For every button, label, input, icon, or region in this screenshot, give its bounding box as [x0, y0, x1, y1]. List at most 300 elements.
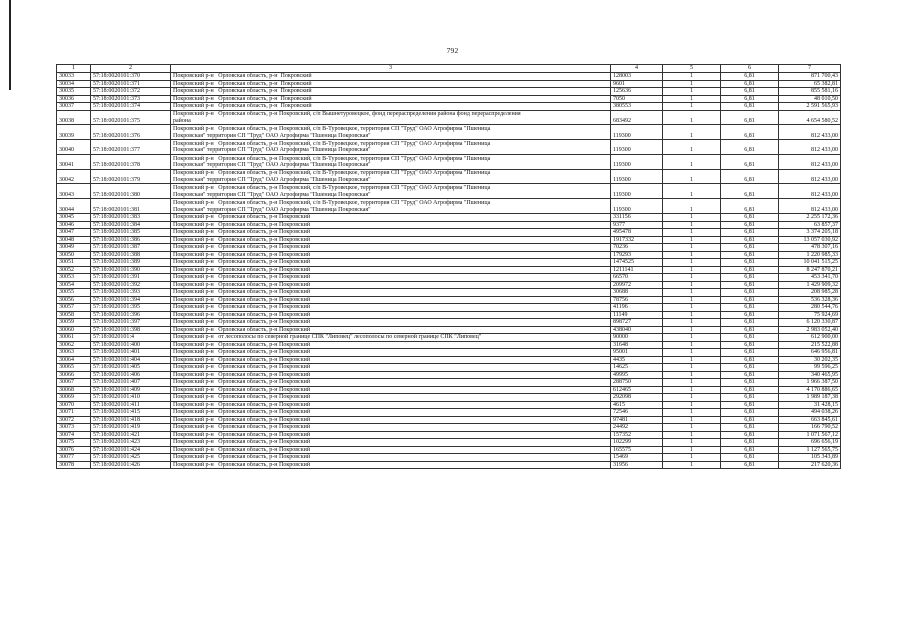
table-row — [57, 88, 841, 96]
location-description-cell — [171, 125, 611, 140]
cadastral-number-cell: 57:18:0020101:424 — [91, 446, 171, 454]
cadastral-value-cell: 1 989 187,38 — [779, 394, 841, 402]
location-description-cell — [171, 88, 611, 96]
area-cell: 14625 — [611, 364, 663, 372]
count-cell: 1 — [663, 386, 721, 394]
cadastral-number-cell: 57:18:0020101:378 — [91, 154, 171, 169]
location-description-text: Покровский р-н Орловская область, р-н Покровский — [173, 341, 311, 348]
location-description-text: Покровский р-н Орловская область, р-н Покровский — [173, 364, 311, 371]
area-cell: 119300 — [611, 154, 663, 169]
left-margin-bar — [9, 0, 11, 90]
location-description-cell — [171, 371, 611, 379]
cadastral-value-cell: 1 220 985,33 — [779, 251, 841, 259]
location-description-text: Покровский р-н Орловская область, р-н Покровский — [173, 439, 311, 446]
cadastral-value-cell: 99 596,25 — [779, 364, 841, 372]
count-cell: 1 — [663, 80, 721, 88]
table-row — [57, 319, 841, 327]
row-number-cell: 30065 — [57, 364, 91, 372]
location-description-cell — [171, 289, 611, 297]
area-cell: 102299 — [611, 439, 663, 447]
count-cell: 1 — [663, 169, 721, 184]
count-cell: 1 — [663, 416, 721, 424]
area-cell: 179293 — [611, 251, 663, 259]
cadastral-number-cell: 57:18:0020101:373 — [91, 95, 171, 103]
row-number-cell: 30058 — [57, 311, 91, 319]
table-row — [57, 274, 841, 282]
location-description-text: Покровский р-н Орловская область, р-н Покровский, с/п Вышнетуровецкое, фонд перераспределения района фонд перераспределения района — [173, 111, 521, 124]
location-description-cell — [171, 431, 611, 439]
cadastral-value-cell: 280 544,76 — [779, 304, 841, 312]
cadastral-number-cell: 57:18:0020101:4 — [91, 334, 171, 342]
rate-cell: 6,81 — [721, 401, 779, 409]
cadastral-value-cell: 217 620,36 — [779, 461, 841, 469]
row-number-cell: 30034 — [57, 80, 91, 88]
row-number-cell: 30066 — [57, 371, 91, 379]
count-cell: 1 — [663, 199, 721, 214]
cadastral-number-cell: 57:18:0020101:370 — [91, 73, 171, 81]
location-description-cell — [171, 80, 611, 88]
location-description-text: Покровский р-н Орловская область, р-н Покровский — [173, 446, 311, 453]
table-row — [57, 125, 841, 140]
count-cell: 1 — [663, 454, 721, 462]
rate-cell: 6,81 — [721, 274, 779, 282]
cadastral-number-cell: 57:18:0020101:409 — [91, 386, 171, 394]
cadastral-value-cell: 2 591 565,93 — [779, 103, 841, 111]
table-row — [57, 80, 841, 88]
row-number-cell: 30077 — [57, 454, 91, 462]
count-cell: 1 — [663, 236, 721, 244]
row-number-cell: 30046 — [57, 221, 91, 229]
area-cell: 95001 — [611, 349, 663, 357]
location-description-cell — [171, 439, 611, 447]
column-number-row — [57, 65, 841, 73]
area-cell: 31648 — [611, 341, 663, 349]
rate-cell: 6,81 — [721, 88, 779, 96]
area-cell: 9377 — [611, 221, 663, 229]
cadastral-value-cell: 812 433,00 — [779, 169, 841, 184]
cadastral-value-cell: 3 374 205,18 — [779, 229, 841, 237]
count-cell: 1 — [663, 334, 721, 342]
row-number-cell: 30069 — [57, 394, 91, 402]
count-cell: 1 — [663, 125, 721, 140]
location-description-cell — [171, 236, 611, 244]
location-description-cell — [171, 110, 611, 125]
area-cell: 72546 — [611, 409, 663, 417]
row-number-cell: 30063 — [57, 349, 91, 357]
location-description-cell — [171, 386, 611, 394]
rate-cell: 6,81 — [721, 140, 779, 155]
table-row — [57, 103, 841, 111]
location-description-text: Покровский р-н Орловская область, р-н Покровский — [173, 431, 311, 438]
cadastral-value-cell: 812 433,00 — [779, 199, 841, 214]
location-description-cell — [171, 214, 611, 222]
column-header: 7 — [779, 65, 841, 73]
table-row — [57, 281, 841, 289]
row-number-cell: 30047 — [57, 229, 91, 237]
rate-cell: 6,81 — [721, 349, 779, 357]
table-row — [57, 439, 841, 447]
area-cell: 78756 — [611, 296, 663, 304]
cadastral-number-cell: 57:18:0020101:387 — [91, 244, 171, 252]
location-description-text: Покровский р-н Орловская область, р-н Покровский — [173, 454, 311, 461]
location-description-cell — [171, 140, 611, 155]
count-cell: 1 — [663, 446, 721, 454]
row-number-cell: 30053 — [57, 274, 91, 282]
rate-cell: 6,81 — [721, 125, 779, 140]
table-row — [57, 95, 841, 103]
location-description-cell — [171, 364, 611, 372]
table-row — [57, 221, 841, 229]
location-description-cell — [171, 229, 611, 237]
rate-cell: 6,81 — [721, 169, 779, 184]
cadastral-value-cell: 4 654 580,52 — [779, 110, 841, 125]
count-cell: 1 — [663, 409, 721, 417]
rate-cell: 6,81 — [721, 95, 779, 103]
area-cell: 288750 — [611, 379, 663, 387]
rate-cell: 6,81 — [721, 103, 779, 111]
column-header: 6 — [721, 65, 779, 73]
area-cell: 125636 — [611, 88, 663, 96]
cadastral-number-cell: 57:18:0020101:405 — [91, 364, 171, 372]
cadastral-number-cell: 57:18:0020101:394 — [91, 296, 171, 304]
rate-cell: 6,81 — [721, 244, 779, 252]
location-description-text: Покровский р-н Орловская область, р-н Покровский — [173, 296, 311, 303]
row-number-cell: 30078 — [57, 461, 91, 469]
rate-cell: 6,81 — [721, 259, 779, 267]
location-description-cell — [171, 326, 611, 334]
location-description-text: Покровский р-н Орловская область, р-н Покровский — [173, 401, 311, 408]
cadastral-number-cell: 57:18:0020101:426 — [91, 461, 171, 469]
location-description-cell — [171, 311, 611, 319]
count-cell: 1 — [663, 110, 721, 125]
count-cell: 1 — [663, 251, 721, 259]
location-description-text: Покровский р-н Орловская область, р-н Покровский — [173, 229, 311, 236]
count-cell: 1 — [663, 326, 721, 334]
location-description-text: Покровский р-н Орловская область, р-н Покровский — [173, 221, 311, 228]
location-description-cell — [171, 341, 611, 349]
table-row — [57, 296, 841, 304]
area-cell: 90000 — [611, 334, 663, 342]
cadastral-value-cell: 2 255 172,36 — [779, 214, 841, 222]
cadastral-number-cell: 57:18:0020101:377 — [91, 140, 171, 155]
location-description-text: Покровский р-н Орловская область, р-н Покровский — [173, 80, 312, 87]
row-number-cell: 30041 — [57, 154, 91, 169]
cadastral-number-cell: 57:18:0020101:400 — [91, 341, 171, 349]
area-cell: 4615 — [611, 401, 663, 409]
location-description-text: Покровский р-н Орловская область, р-н Покровский — [173, 371, 311, 378]
area-cell: 438040 — [611, 326, 663, 334]
cadastral-value-cell: 215 522,88 — [779, 341, 841, 349]
rate-cell: 6,81 — [721, 184, 779, 199]
table-row — [57, 304, 841, 312]
area-cell: 24492 — [611, 424, 663, 432]
row-number-cell: 30070 — [57, 401, 91, 409]
page-number: 792 — [446, 46, 459, 55]
area-cell: 7050 — [611, 95, 663, 103]
cadastral-value-cell: 10 041 515,25 — [779, 259, 841, 267]
cadastral-number-cell: 57:18:0020101:401 — [91, 349, 171, 357]
location-description-text: Покровский р-н Орловская область, р-н Покровский — [173, 214, 311, 221]
location-description-cell — [171, 454, 611, 462]
location-description-cell — [171, 103, 611, 111]
row-number-cell: 30056 — [57, 296, 91, 304]
cadastral-number-cell: 57:18:0020101:397 — [91, 319, 171, 327]
cadastral-value-cell: 30 202,35 — [779, 356, 841, 364]
cadastral-value-cell: 812 433,00 — [779, 154, 841, 169]
cadastral-value-cell: 494 038,26 — [779, 409, 841, 417]
rate-cell: 6,81 — [721, 229, 779, 237]
count-cell: 1 — [663, 319, 721, 327]
location-description-text: Покровский р-н Орловская область, р-н Покровский, с/п В-Туровецкое, территория СП "Труд" ОАО Агрофирма "Пшеница Покровская" территория СП "Труд" ОАО Агрофирма "Пшеница Покровская" — [173, 126, 491, 139]
table-row — [57, 409, 841, 417]
location-description-cell — [171, 95, 611, 103]
rate-cell: 6,81 — [721, 326, 779, 334]
rate-cell: 6,81 — [721, 371, 779, 379]
cadastral-number-cell: 57:18:0020101:375 — [91, 110, 171, 125]
location-description-cell — [171, 169, 611, 184]
cadastral-number-cell: 57:18:0020101:379 — [91, 169, 171, 184]
rate-cell: 6,81 — [721, 281, 779, 289]
area-cell: 119300 — [611, 199, 663, 214]
location-description-text: Покровский р-н Орловская область, р-н Покровский, с/п В-Туровецкое, территория СП "Труд" ОАО Агрофирма "Пшеница Покровская" территория СП "Труд" ОАО Агрофирма "Пшеница Покровская" — [173, 155, 491, 169]
rate-cell: 6,81 — [721, 386, 779, 394]
location-description-text: Покровский р-н Орловская область, р-н Покровский — [173, 386, 311, 393]
table-row — [57, 199, 841, 214]
area-cell: 30688 — [611, 289, 663, 297]
area-cell: 66570 — [611, 274, 663, 282]
location-description-text: Покровский р-н Орловская область, р-н Покровский, с/п В-Туровецкое, территория СП "Труд" ОАО Агрофирма "Пшеница Покровская" территория СП "Труд" ОАО Агрофирма "Пшеница Покровская" — [173, 200, 491, 213]
area-cell: 97481 — [611, 416, 663, 424]
count-cell: 1 — [663, 311, 721, 319]
cadastral-number-cell: 57:18:0020101:388 — [91, 251, 171, 259]
table-row — [57, 394, 841, 402]
location-description-cell — [171, 251, 611, 259]
location-description-text: Покровский р-н Орловская область, р-н Покровский — [173, 259, 311, 266]
location-description-text: Покровский р-н Орловская область, р-н Покровский — [173, 95, 312, 102]
cadastral-value-cell: 6 120 330,87 — [779, 319, 841, 327]
table-row — [57, 251, 841, 259]
area-cell: 1211141 — [611, 266, 663, 274]
rate-cell: 6,81 — [721, 461, 779, 469]
rate-cell: 6,81 — [721, 431, 779, 439]
location-description-cell — [171, 356, 611, 364]
column-header: 2 — [91, 65, 171, 73]
area-cell: 119300 — [611, 140, 663, 155]
count-cell: 1 — [663, 229, 721, 237]
rate-cell: 6,81 — [721, 214, 779, 222]
location-description-cell — [171, 394, 611, 402]
count-cell: 1 — [663, 95, 721, 103]
rate-cell: 6,81 — [721, 296, 779, 304]
count-cell: 1 — [663, 259, 721, 267]
column-header: 4 — [611, 65, 663, 73]
table-row — [57, 461, 841, 469]
row-number-cell: 30057 — [57, 304, 91, 312]
cadastral-value-cell: 453 341,70 — [779, 274, 841, 282]
location-description-text: Покровский р-н Орловская область, р-н Покровский — [173, 251, 311, 258]
count-cell: 1 — [663, 103, 721, 111]
location-description-cell — [171, 461, 611, 469]
table-row — [57, 334, 841, 342]
area-cell: 9601 — [611, 80, 663, 88]
count-cell: 1 — [663, 439, 721, 447]
location-description-text: Покровский р-н Орловская область, р-н Покровский — [173, 424, 311, 431]
cadastral-value-cell: 812 433,00 — [779, 184, 841, 199]
table-row — [57, 266, 841, 274]
cadastral-value-cell: 663 845,61 — [779, 416, 841, 424]
rate-cell: 6,81 — [721, 334, 779, 342]
location-description-text: Покровский р-н Орловская область, р-н Покровский — [173, 394, 311, 401]
cadastral-value-cell: 696 656,19 — [779, 439, 841, 447]
cadastral-number-cell: 57:18:0020101:398 — [91, 326, 171, 334]
location-description-text: Покровский р-н Орловская область, р-н Покровский — [173, 311, 311, 318]
location-description-cell — [171, 296, 611, 304]
cadastral-value-cell: 63 857,37 — [779, 221, 841, 229]
location-description-cell — [171, 424, 611, 432]
location-description-text: Покровский р-н Орловская область, р-н Покровский — [173, 326, 311, 333]
count-cell: 1 — [663, 304, 721, 312]
row-number-cell: 30073 — [57, 424, 91, 432]
row-number-cell: 30044 — [57, 199, 91, 214]
location-description-cell — [171, 244, 611, 252]
row-number-cell: 30072 — [57, 416, 91, 424]
rate-cell: 6,81 — [721, 439, 779, 447]
cadastral-number-cell: 57:18:0020101:419 — [91, 424, 171, 432]
column-header: 3 — [171, 65, 611, 73]
location-description-text: Покровский р-н Орловская область, р-н Покровский, с/п В-Туровецкое, территория СП "Труд" ОАО Агрофирма "Пшеница Покровская" территория СП "Труд" ОАО Агрофирма "Пшеница Покровская" — [173, 170, 491, 183]
rate-cell: 6,81 — [721, 341, 779, 349]
row-number-cell: 30038 — [57, 110, 91, 125]
location-description-cell — [171, 281, 611, 289]
cadastral-value-cell: 478 307,16 — [779, 244, 841, 252]
cadastral-value-cell: 4 170 886,65 — [779, 386, 841, 394]
cadastral-number-cell: 57:18:0020101:410 — [91, 394, 171, 402]
area-cell: 70236 — [611, 244, 663, 252]
area-cell: 119300 — [611, 169, 663, 184]
row-number-cell: 30050 — [57, 251, 91, 259]
rate-cell: 6,81 — [721, 304, 779, 312]
table-row — [57, 379, 841, 387]
row-number-cell: 30040 — [57, 140, 91, 155]
cadastral-number-cell: 57:18:0020101:411 — [91, 401, 171, 409]
row-number-cell: 30076 — [57, 446, 91, 454]
column-header: 1 — [57, 65, 91, 73]
cadastral-number-cell: 57:18:0020101:386 — [91, 236, 171, 244]
row-number-cell: 30033 — [57, 73, 91, 81]
table-row — [57, 401, 841, 409]
table-row — [57, 311, 841, 319]
cadastral-value-cell: 75 924,69 — [779, 311, 841, 319]
rate-cell: 6,81 — [721, 394, 779, 402]
cadastral-number-cell: 57:18:0020101:415 — [91, 409, 171, 417]
table-row — [57, 140, 841, 155]
location-description-cell — [171, 379, 611, 387]
table-row — [57, 371, 841, 379]
count-cell: 1 — [663, 461, 721, 469]
row-number-cell: 30035 — [57, 88, 91, 96]
cadastral-number-cell: 57:18:0020101:392 — [91, 281, 171, 289]
rate-cell: 6,81 — [721, 110, 779, 125]
table-row — [57, 229, 841, 237]
cadastral-value-cell: 166 790,52 — [779, 424, 841, 432]
cadastral-number-cell: 57:18:0020101:372 — [91, 88, 171, 96]
area-cell: 1917332 — [611, 236, 663, 244]
cadastral-number-cell: 57:18:0020101:383 — [91, 214, 171, 222]
rate-cell: 6,81 — [721, 236, 779, 244]
table-row — [57, 169, 841, 184]
rate-cell: 6,81 — [721, 424, 779, 432]
area-cell: 15469 — [611, 454, 663, 462]
location-description-text: Покровский р-н Орловская область, р-н Покровский — [173, 379, 311, 386]
table-row — [57, 424, 841, 432]
cadastral-value-cell: 1 127 565,75 — [779, 446, 841, 454]
location-description-cell — [171, 446, 611, 454]
cadastral-table — [56, 64, 841, 469]
table-body — [57, 73, 841, 469]
rate-cell: 6,81 — [721, 356, 779, 364]
cadastral-value-cell: 871 700,43 — [779, 73, 841, 81]
area-cell: 119300 — [611, 184, 663, 199]
area-cell: 165575 — [611, 446, 663, 454]
row-number-cell: 30062 — [57, 341, 91, 349]
row-number-cell: 30059 — [57, 319, 91, 327]
cadastral-value-cell: 1 071 567,12 — [779, 431, 841, 439]
area-cell: 11149 — [611, 311, 663, 319]
row-number-cell: 30061 — [57, 334, 91, 342]
location-description-cell — [171, 334, 611, 342]
row-number-cell: 30054 — [57, 281, 91, 289]
cadastral-value-cell: 340 465,95 — [779, 371, 841, 379]
table-row — [57, 341, 841, 349]
count-cell: 1 — [663, 88, 721, 96]
location-description-text: Покровский р-н Орловская область, р-н Покровский — [173, 304, 311, 311]
location-description-cell — [171, 73, 611, 81]
count-cell: 1 — [663, 184, 721, 199]
table-row — [57, 289, 841, 297]
count-cell: 1 — [663, 214, 721, 222]
location-description-text: Покровский р-н Орловская область, р-н Покровский — [173, 461, 311, 468]
location-description-text: Покровский р-н Орловская область, р-н Покровский — [173, 266, 311, 273]
cadastral-value-cell: 2 983 052,40 — [779, 326, 841, 334]
location-description-text: Покровский р-н Орловская область, р-н Покровский — [173, 281, 311, 288]
location-description-cell — [171, 409, 611, 417]
cadastral-value-cell: 612 900,00 — [779, 334, 841, 342]
row-number-cell: 30037 — [57, 103, 91, 111]
count-cell: 1 — [663, 154, 721, 169]
cadastral-number-cell: 57:18:0020101:406 — [91, 371, 171, 379]
cadastral-value-cell: 536 328,36 — [779, 296, 841, 304]
location-description-cell — [171, 221, 611, 229]
location-description-cell — [171, 304, 611, 312]
count-cell: 1 — [663, 296, 721, 304]
count-cell: 1 — [663, 289, 721, 297]
location-description-cell — [171, 199, 611, 214]
table-row — [57, 416, 841, 424]
row-number-cell: 30052 — [57, 266, 91, 274]
cadastral-number-cell: 57:18:0020101:389 — [91, 259, 171, 267]
location-description-cell — [171, 184, 611, 199]
row-number-cell: 30042 — [57, 169, 91, 184]
rate-cell: 6,81 — [721, 80, 779, 88]
area-cell: 157352 — [611, 431, 663, 439]
row-number-cell: 30071 — [57, 409, 91, 417]
cadastral-number-cell: 57:18:0020101:421 — [91, 431, 171, 439]
cadastral-number-cell: 57:18:0020101:384 — [91, 221, 171, 229]
area-cell: 49995 — [611, 371, 663, 379]
cadastral-number-cell: 57:18:0020101:390 — [91, 266, 171, 274]
location-description-text: Покровский р-н Орловская область, р-н Покровский — [173, 88, 312, 94]
area-cell: 683492 — [611, 110, 663, 125]
